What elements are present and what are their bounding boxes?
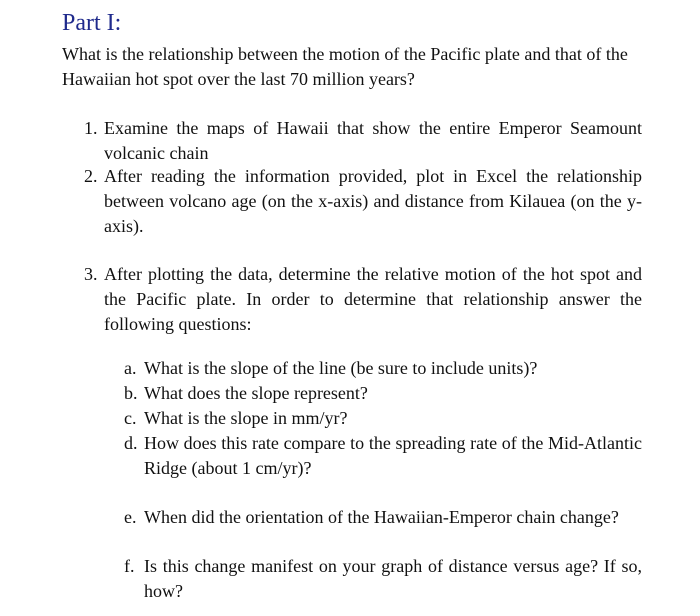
item-text: How does this rate compare to the spreading rate of the Mid-Atlantic Ridge (about 1 cm/yr)? <box>144 433 642 478</box>
sub-item-d <box>124 431 642 481</box>
item-marker: b. <box>124 383 138 403</box>
numbered-item-1 <box>84 116 642 166</box>
item-marker: 1. <box>84 118 98 138</box>
sub-item-b <box>124 381 642 406</box>
item-text: What is the slope of the line (be sure to include units)? <box>144 358 538 378</box>
sub-item-f <box>124 554 642 604</box>
item-text: What is the slope in mm/yr? <box>144 408 348 428</box>
item-marker: 3. <box>84 264 98 284</box>
item-text: Examine the maps of Hawaii that show the entire Emperor Seamount volcanic chain <box>104 118 642 163</box>
sub-item-a <box>124 356 642 381</box>
item-text: After plotting the data, determine the relative motion of the hot spot and the Pacific plate. In order to determine that relationship answer the following questions: <box>104 264 642 334</box>
numbered-item-2 <box>84 164 642 239</box>
item-text: When did the orientation of the Hawaiian-Emperor chain change? <box>144 507 619 527</box>
sub-item-c <box>124 406 642 431</box>
item-marker: c. <box>124 408 137 428</box>
item-marker: f. <box>124 556 135 576</box>
item-marker: e. <box>124 507 137 527</box>
item-marker: 2. <box>84 166 98 186</box>
main-question: What is the relationship between the motion of the Pacific plate and that of the Hawaiian hot spot over the last 70 million years? <box>62 44 628 89</box>
item-text: After reading the information provided, plot in Excel the relationship between volcano age (on the x-axis) and distance from Kilauea (on the y-axis). <box>104 166 642 236</box>
item-marker: d. <box>124 433 138 453</box>
numbered-item-3 <box>84 262 642 337</box>
item-text: What does the slope represent? <box>144 383 368 403</box>
sub-item-e <box>124 505 642 530</box>
part-heading: Part I: <box>62 10 122 36</box>
item-marker: a. <box>124 358 137 378</box>
item-text: Is this change manifest on your graph of distance versus age? If so, how? <box>144 556 642 601</box>
